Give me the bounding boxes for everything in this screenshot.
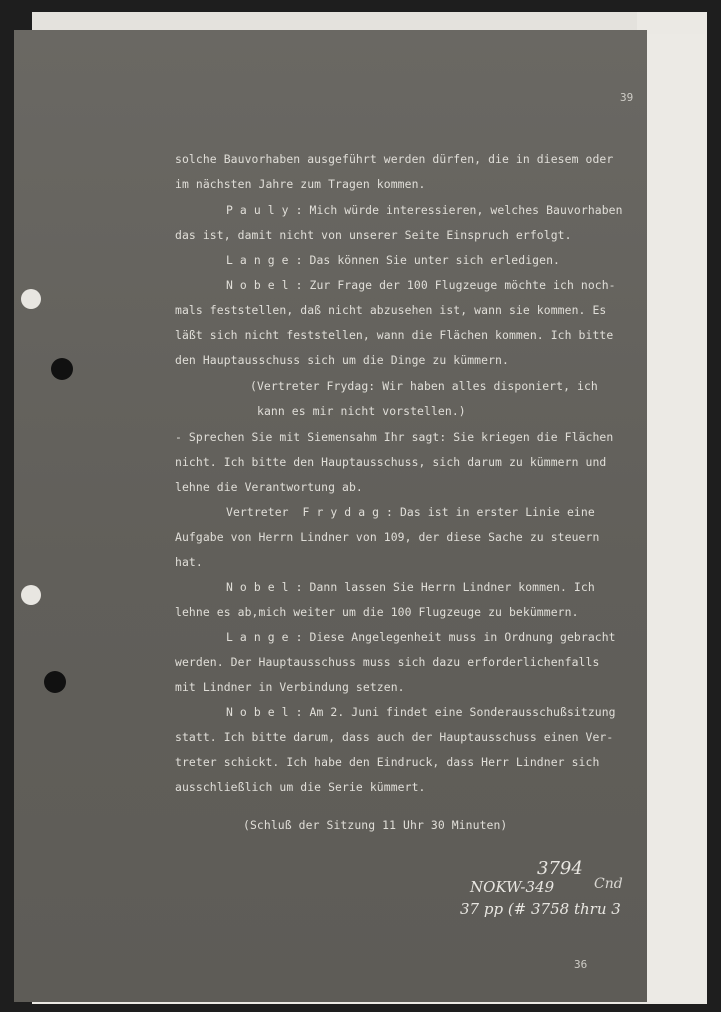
text-line: ausschließlich um die Serie kümmert.	[175, 780, 426, 794]
speech-line	[226, 203, 623, 217]
speaker-name: Vertreter F r y d a g :	[226, 505, 393, 519]
punch-hole-top-dark	[51, 358, 73, 380]
text-segment: Das können Sie unter sich erledigen.	[302, 253, 560, 267]
text-line: lehne es ab,mich weiter um die 100 Flugzeuge zu bekümmern.	[175, 605, 579, 619]
speech-line	[226, 278, 616, 292]
handwritten-doc-number: 3794	[537, 858, 583, 879]
text-line: das ist, damit nicht von unserer Seite Einspruch erfolgt.	[175, 228, 572, 242]
text-line: Aufgabe von Herrn Lindner von 109, der diese Sache zu steuern	[175, 530, 600, 544]
punch-hole-bottom-light	[21, 585, 41, 605]
text-line: hat.	[175, 555, 203, 569]
handwritten-reference: NOKW-349	[470, 878, 555, 896]
page-number-bottom: 36	[574, 958, 588, 971]
text-line: mals feststellen, daß nicht abzusehen ist, wann sie kommen. Es	[175, 303, 607, 317]
text-line: solche Bauvorhaben ausgeführt werden dürfen, die in diesem oder	[175, 152, 614, 166]
speech-line	[226, 253, 560, 267]
speaker-name: N o b e l :	[226, 278, 303, 292]
punch-hole-bottom-dark	[44, 671, 66, 693]
text-segment: Das ist in erster Linie eine	[393, 505, 595, 519]
speaker-name: L a n g e :	[226, 630, 303, 644]
speaker-name: N o b e l :	[226, 580, 303, 594]
speech-line	[226, 505, 595, 519]
text-segment: Diese Angelegenheit muss in Ordnung gebracht	[302, 630, 616, 644]
text-line: werden. Der Hauptausschuss muss sich dazu erforderlichenfalls	[175, 655, 600, 669]
text-line: nicht. Ich bitte den Hauptausschuss, sich darum zu kümmern und	[175, 455, 607, 469]
text-segment: Mich würde interessieren, welches Bauvorhaben	[302, 203, 623, 217]
text-line: im nächsten Jahre zum Tragen kommen.	[175, 177, 426, 191]
speaker-name: P a u l y :	[226, 203, 303, 217]
text-segment: Dann lassen Sie Herrn Lindner kommen. Ich	[302, 580, 595, 594]
handwritten-reference-suffix: Cnd	[594, 876, 623, 892]
text-line: den Hauptausschuss sich um die Dinge zu kümmern.	[175, 353, 509, 367]
text-line: lehne die Verantwortung ab.	[175, 480, 363, 494]
handwritten-page-range: 37 pp (# 3758 thru 3	[460, 900, 621, 918]
text-line: statt. Ich bitte darum, dass auch der Hauptausschuss einen Ver-	[175, 730, 614, 744]
text-line: - Sprechen Sie mit Siemensahm Ihr sagt: Sie kriegen die Flächen	[175, 430, 614, 444]
text-line: läßt sich nicht feststellen, wann die Flächen kommen. Ich bitte	[175, 328, 614, 342]
punch-hole-top-light	[21, 289, 41, 309]
speech-line	[226, 630, 616, 644]
text-segment: Zur Frage der 100 Flugzeuge möchte ich noch-	[302, 278, 616, 292]
paper-right-edge	[647, 34, 705, 1002]
speaker-name: L a n g e :	[226, 253, 303, 267]
speech-line	[226, 580, 595, 594]
text-line: mit Lindner in Verbindung setzen.	[175, 680, 405, 694]
closing-line: (Schluß der Sitzung 11 Uhr 30 Minuten)	[243, 818, 508, 832]
text-segment: Am 2. Juni findet eine Sonderausschußsitzung	[302, 705, 616, 719]
text-line: treter schickt. Ich habe den Eindruck, dass Herr Lindner sich	[175, 755, 600, 769]
text-line: (Vertreter Frydag: Wir haben alles disponiert, ich	[250, 379, 598, 393]
speech-line	[226, 705, 616, 719]
speaker-name: N o b e l :	[226, 705, 303, 719]
page-number-top: 39	[620, 91, 634, 104]
text-line: kann es mir nicht vorstellen.)	[257, 404, 466, 418]
